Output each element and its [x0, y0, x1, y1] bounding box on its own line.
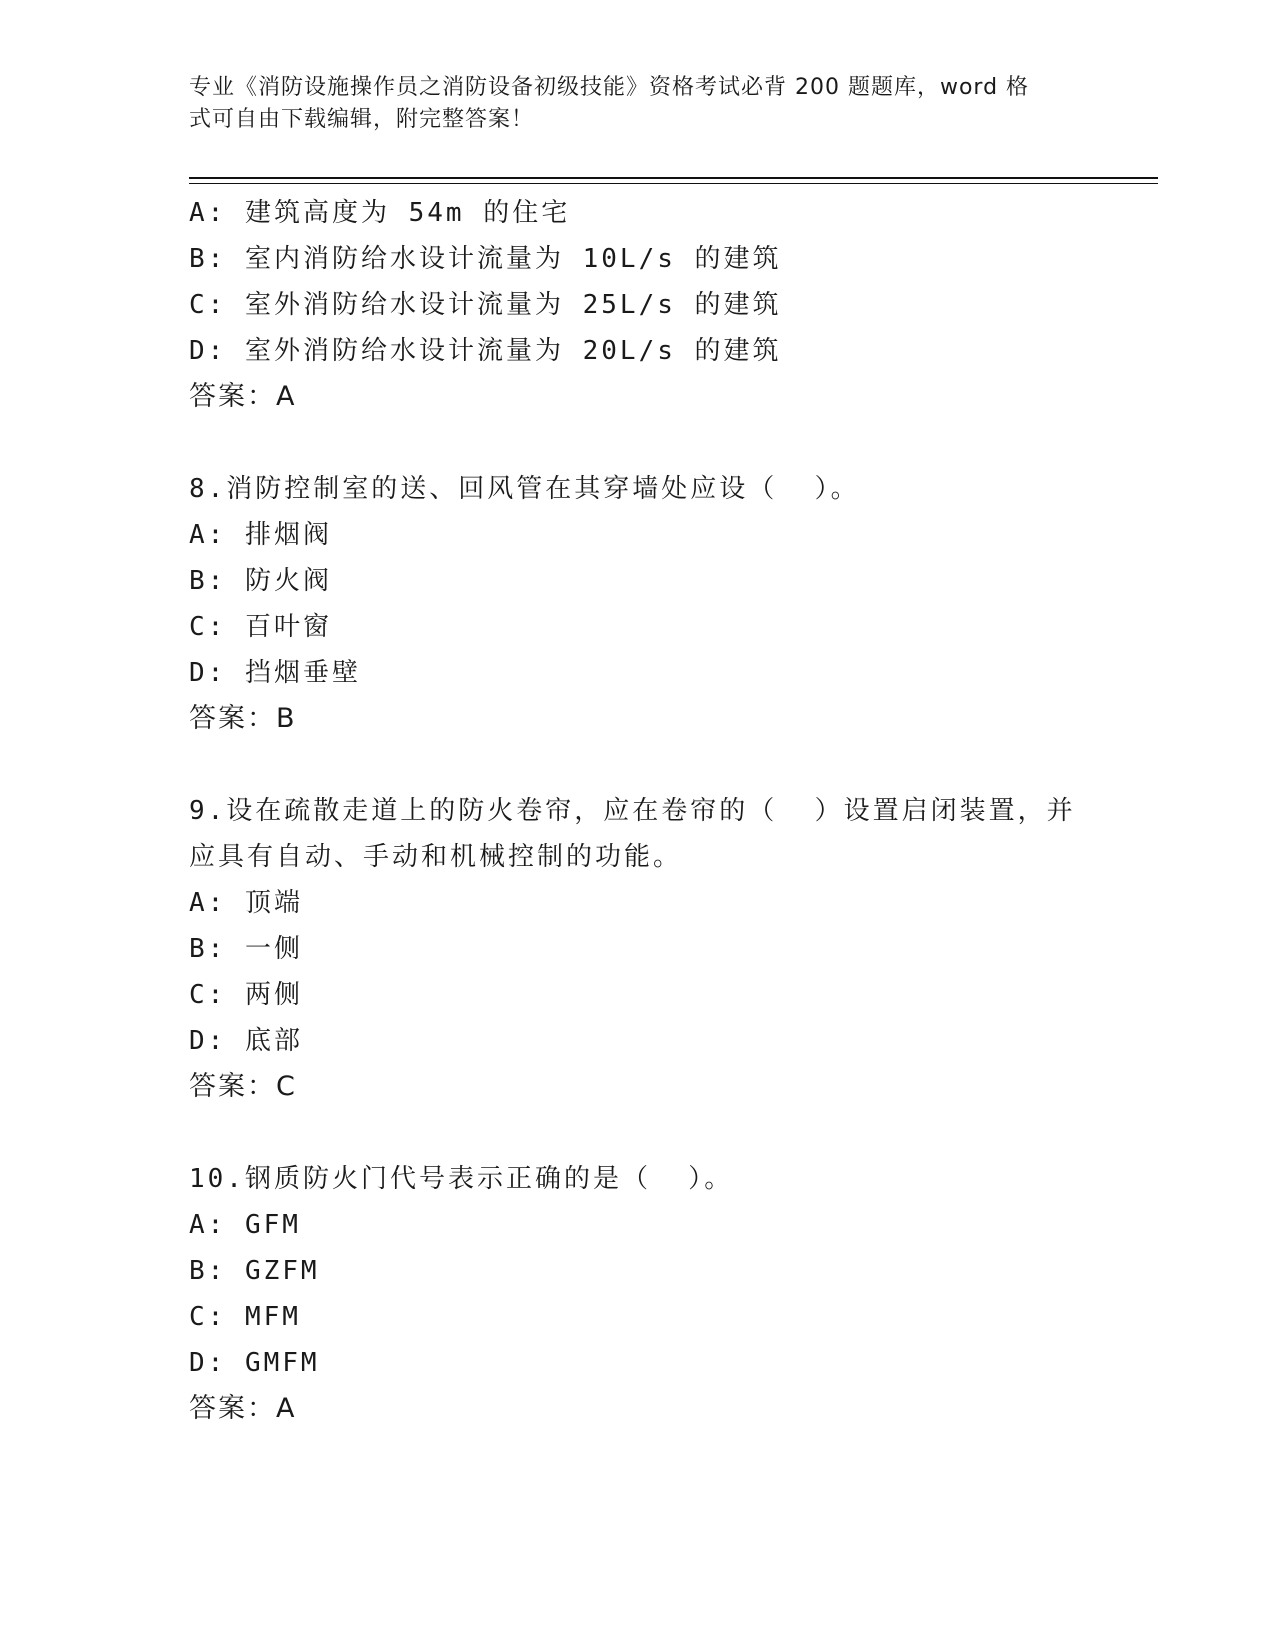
spacer [189, 742, 1089, 788]
question-list [189, 190, 1089, 1432]
answer: 答案：A [189, 1393, 297, 1424]
question-stem-line-2: 应具有自动、手动和机械控制的功能。 [189, 842, 683, 872]
option-c: C: 百叶窗 [189, 612, 332, 642]
option-a: A: GFM [189, 1210, 301, 1240]
spacer [189, 420, 1089, 466]
option-c: C: MFM [189, 1302, 301, 1332]
header-divider-thin [189, 183, 1158, 184]
option-c: C: 两侧 [189, 980, 303, 1010]
answer: 答案：B [189, 703, 297, 734]
question-7 [189, 190, 1089, 420]
option-d: D: GMFM [189, 1348, 320, 1378]
question-8 [189, 466, 1089, 742]
option-d: D: 底部 [189, 1026, 303, 1056]
answer: 答案：A [189, 381, 297, 412]
option-a: A: 建筑高度为 54m 的住宅 [189, 198, 571, 228]
question-stem: 10.钢质防火门代号表示正确的是（ ）。 [189, 1164, 734, 1194]
spacer [189, 1110, 1089, 1156]
question-stem-line-1: 9.设在疏散走道上的防火卷帘，应在卷帘的（ ）设置启闭装置，并 [189, 796, 1076, 826]
option-a: A: 顶端 [189, 888, 303, 918]
question-stem: 8.消防控制室的送、回风管在其穿墙处应设（ ）。 [189, 474, 860, 504]
option-c: C: 室外消防给水设计流量为 25L/s 的建筑 [189, 290, 782, 320]
option-b: B: 防火阀 [189, 566, 332, 596]
option-d: D: 挡烟垂壁 [189, 658, 361, 688]
header-divider-thick [189, 177, 1158, 179]
header-line-1: 专业《消防设施操作员之消防设备初级技能》资格考试必背 200 题题库，word 格 [189, 75, 1030, 100]
option-b: B: 室内消防给水设计流量为 10L/s 的建筑 [189, 244, 782, 274]
document-header [189, 72, 1089, 136]
answer: 答案：C [189, 1071, 297, 1102]
option-d: D: 室外消防给水设计流量为 20L/s 的建筑 [189, 336, 782, 366]
option-a: A: 排烟阀 [189, 520, 332, 550]
option-b: B: GZFM [189, 1256, 320, 1286]
option-b: B: 一侧 [189, 934, 303, 964]
question-10 [189, 1156, 1089, 1432]
question-9 [189, 788, 1089, 1110]
header-line-2: 式可自由下载编辑，附完整答案！ [189, 107, 535, 132]
